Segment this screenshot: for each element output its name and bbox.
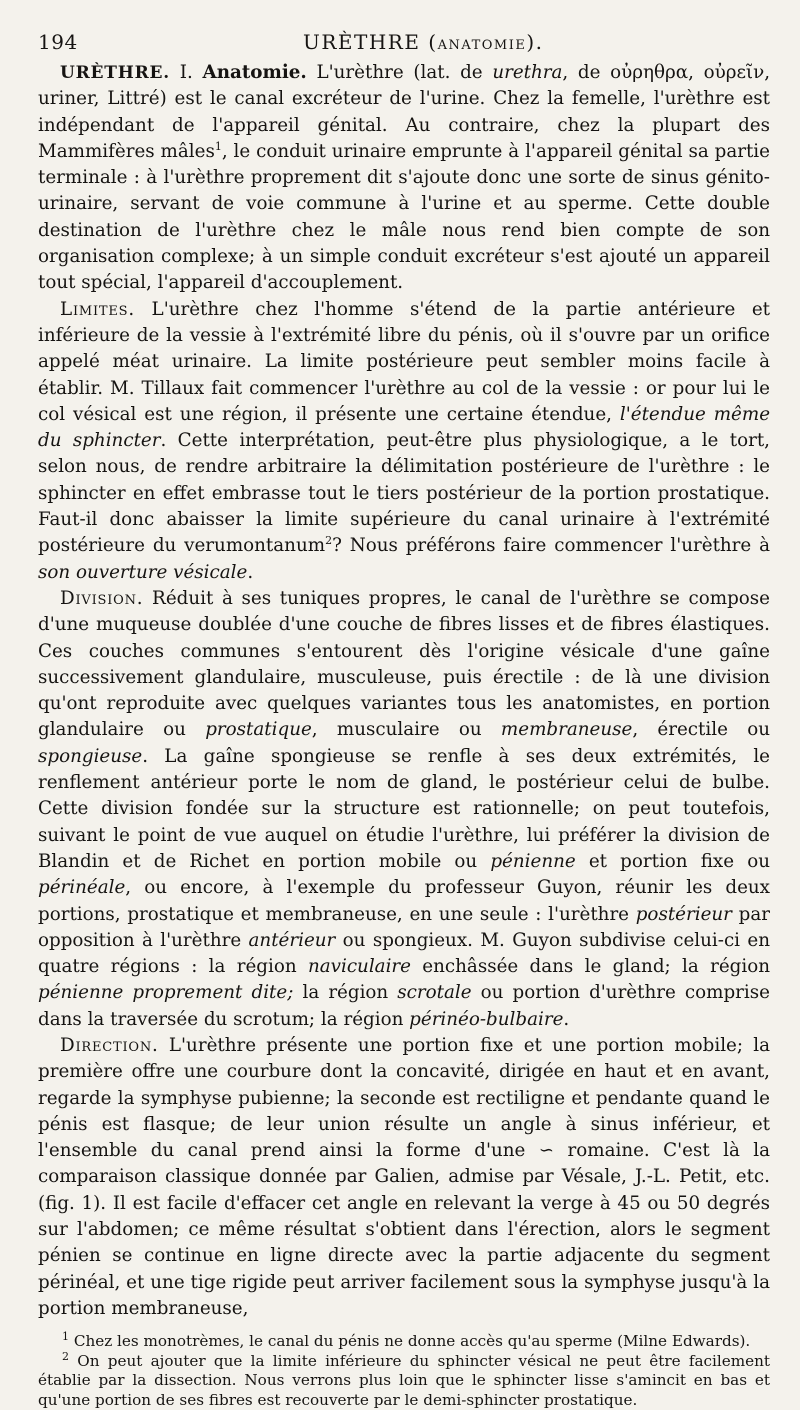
section-title: Anatomie. xyxy=(202,62,307,83)
text-run: ? Nous préférons faire commencer l'urèthre à xyxy=(332,535,770,557)
italic-run: périnéale xyxy=(38,877,126,899)
text-run: . xyxy=(563,1008,570,1030)
subsection-heading: Limites. xyxy=(60,298,135,320)
text-run: L'urèthre (lat. de xyxy=(306,62,493,83)
section-number: I. xyxy=(179,62,193,83)
text-run: enchâssée dans le gland; la région xyxy=(410,956,770,978)
text-run: romaine. C'est là la comparaison classique donnée par Galien, admise par Vésale, J.-L. Petit, etc. (fig. 1). Il est facile d'effacer cet angle en relevant la verge à 45 ou 50 degrés sur l'abdomen; ce même résultat s'obtient dans l'érection, alors le segment pénien se continue en ligne directe avec la partie adjacente du segment périnéal, et une tige rigide peut arriver facilement sous la symphyse jusqu'à la portion membraneuse, xyxy=(38,1140,771,1319)
footnote-text: Chez les monotrèmes, le canal du pénis ne donne accès qu'au sperme (Milne Edwards). xyxy=(69,1332,751,1351)
footnote-mark: 2 xyxy=(62,1349,69,1363)
text-run: . xyxy=(247,561,254,583)
text-run: la région xyxy=(293,982,398,1004)
italic-run: prostatique xyxy=(205,719,312,741)
paragraph-direction xyxy=(38,1033,770,1322)
running-header xyxy=(38,22,770,60)
italic-run: scrotale xyxy=(397,982,472,1004)
text-run: , de οὐρηθρα, οὐρεῖν, uriner, Littré) est le canal excréteur de l'urine. Chez la femelle, l'urèthre est indépendant de l'appareil génital. Au contraire, chez la plupart des Mammifères mâles xyxy=(38,62,771,162)
text-run: , musculaire ou xyxy=(311,719,501,741)
text-run: , ou encore, à l'exemple du professeur Guyon, réunir les deux portions, prostatique et membraneuse, en une seule : l'urèthre xyxy=(38,877,770,925)
italic-run: antérieur xyxy=(248,929,336,951)
italic-run: postérieur xyxy=(635,903,732,925)
running-title xyxy=(303,30,544,54)
running-title-small: ANATOMIE xyxy=(437,38,527,53)
text-run: , le conduit urinaire emprunte à l'appareil génital sa partie terminale : à l'urèthre proprement dit s'ajoute donc une sorte de sinus génito-urinaire, servant de voie commune à l'urine et au sperme. Cette double destination de l'urèthre chez le mâle nous rend bien compte de son organisation complexe; à un simple conduit excréteur s'est ajouté un appareil tout spécial, l'appareil d'accouplement. xyxy=(38,140,770,294)
footnote-2 xyxy=(38,1349,770,1410)
text-run: L'urèthre chez l'homme s'étend de la partie antérieure et inférieure de la vessie à l'extrémité libre du pénis, où il s'ouvre par un orifice appelé méat urinaire. La limite postérieure peut sembler moins facile à établir. M. Tillaux fait commencer l'urèthre au col de la vessie : or pour lui le col vésical est une région, il présente une certaine étendue, xyxy=(38,298,770,425)
italic-run: périnéo-bulbaire xyxy=(409,1008,564,1030)
text-run: L'urèthre présente une portion fixe et une portion mobile; la première offre une courbure dont la concavité, dirigée en haut et en avant, regarde la symphyse pubienne; la seconde est rectiligne et pendante quand le pénis est flasque; de leur union résulte un angle à sinus inférieur, et l'ensemble du canal prend ainsi la forme d'une xyxy=(38,1034,770,1162)
footnote-ref[interactable]: 1 xyxy=(214,139,222,153)
text-run: Réduit à ses tuniques propres, le canal de l'urèthre se compose d'une muqueuse doublée d'une couche de fibres lisses et de fibres élastiques. Ces couches communes s'entourent dès l'origine vésicale d'une gaîne successivement glandulaire, musculeuse, puis érectile : de là une division qu'ont reproduite avec quelques variantes tous les anatomistes, en portion glandulaire ou xyxy=(38,587,770,741)
subsection-heading: Direction. xyxy=(60,1034,159,1056)
italic-run: spongieuse xyxy=(38,745,143,767)
text-run: , érectile ou xyxy=(632,719,770,741)
running-title-main: URÈTHRE ( xyxy=(303,30,438,54)
italic-run: pénienne xyxy=(490,850,576,872)
italic-run: naviculaire xyxy=(307,956,411,978)
text-run: . Cette interprétation, peut-être plus physiologique, a le tort, selon nous, de rendre arbitraire la délimitation postérieure de l'urèthre : le sphincter en effet embrasse tout le tiers postérieur de la portion prostatique. Faut-il donc abaisser la limite supérieure du canal urinaire à l'extrémité postérieure du verumontanum xyxy=(38,430,770,557)
text-run: par opposition à l'urèthre xyxy=(38,903,770,951)
text-run: et portion fixe ou xyxy=(575,850,771,872)
article-body xyxy=(38,60,770,1322)
footnote-1 xyxy=(38,1332,770,1352)
text-run: . La gaîne spongieuse se renfle à ses deux extrémités, le renflement antérieur porte le nom de gland, le postérieur celui de bulbe. Cette division fondée sur la structure est rationnelle; on peut toutefois, suivant le point de vue auquel on étudie l'urèthre, lui préférer la division de Blandin et de Richet en portion mobile ou xyxy=(38,745,770,872)
italic-run: membraneuse xyxy=(500,719,633,741)
s-shape-symbol: ∽ xyxy=(538,1140,555,1162)
footnote-mark: 1 xyxy=(62,1330,69,1344)
footnotes xyxy=(38,1332,770,1410)
subsection-heading: Division. xyxy=(60,587,144,609)
italic-run: son ouverture vésicale xyxy=(38,561,248,583)
footnote-ref[interactable]: 2 xyxy=(325,534,333,548)
italic-run: pénienne proprement dite; xyxy=(38,982,294,1004)
paragraph-limites xyxy=(38,297,770,586)
italic-run: urethra xyxy=(492,62,563,83)
italic-run: l'étendue même du sphincter xyxy=(38,403,771,452)
text-run: ou spongieux. M. Guyon subdivise celui-ci en quatre régions : la région xyxy=(38,929,770,978)
paragraph-division xyxy=(38,586,770,1033)
text-run: ou portion d'urèthre comprise dans la traversée du scrotum; la région xyxy=(38,982,770,1030)
entry-headword: URÈTHRE. xyxy=(60,63,171,83)
footnote-text: On peut ajouter que la limite inférieure du sphincter vésical ne peut être facilement établie par la dissection. Nous verrons plus loin que le sphincter lisse s'amincit en bas et qu'une portion de ses fibres est recouverte par le demi-sphincter prostatique. xyxy=(38,1351,770,1409)
paragraph-anatomie xyxy=(38,60,770,297)
page-number: 194 xyxy=(38,30,78,54)
running-title-end: ). xyxy=(526,30,544,54)
